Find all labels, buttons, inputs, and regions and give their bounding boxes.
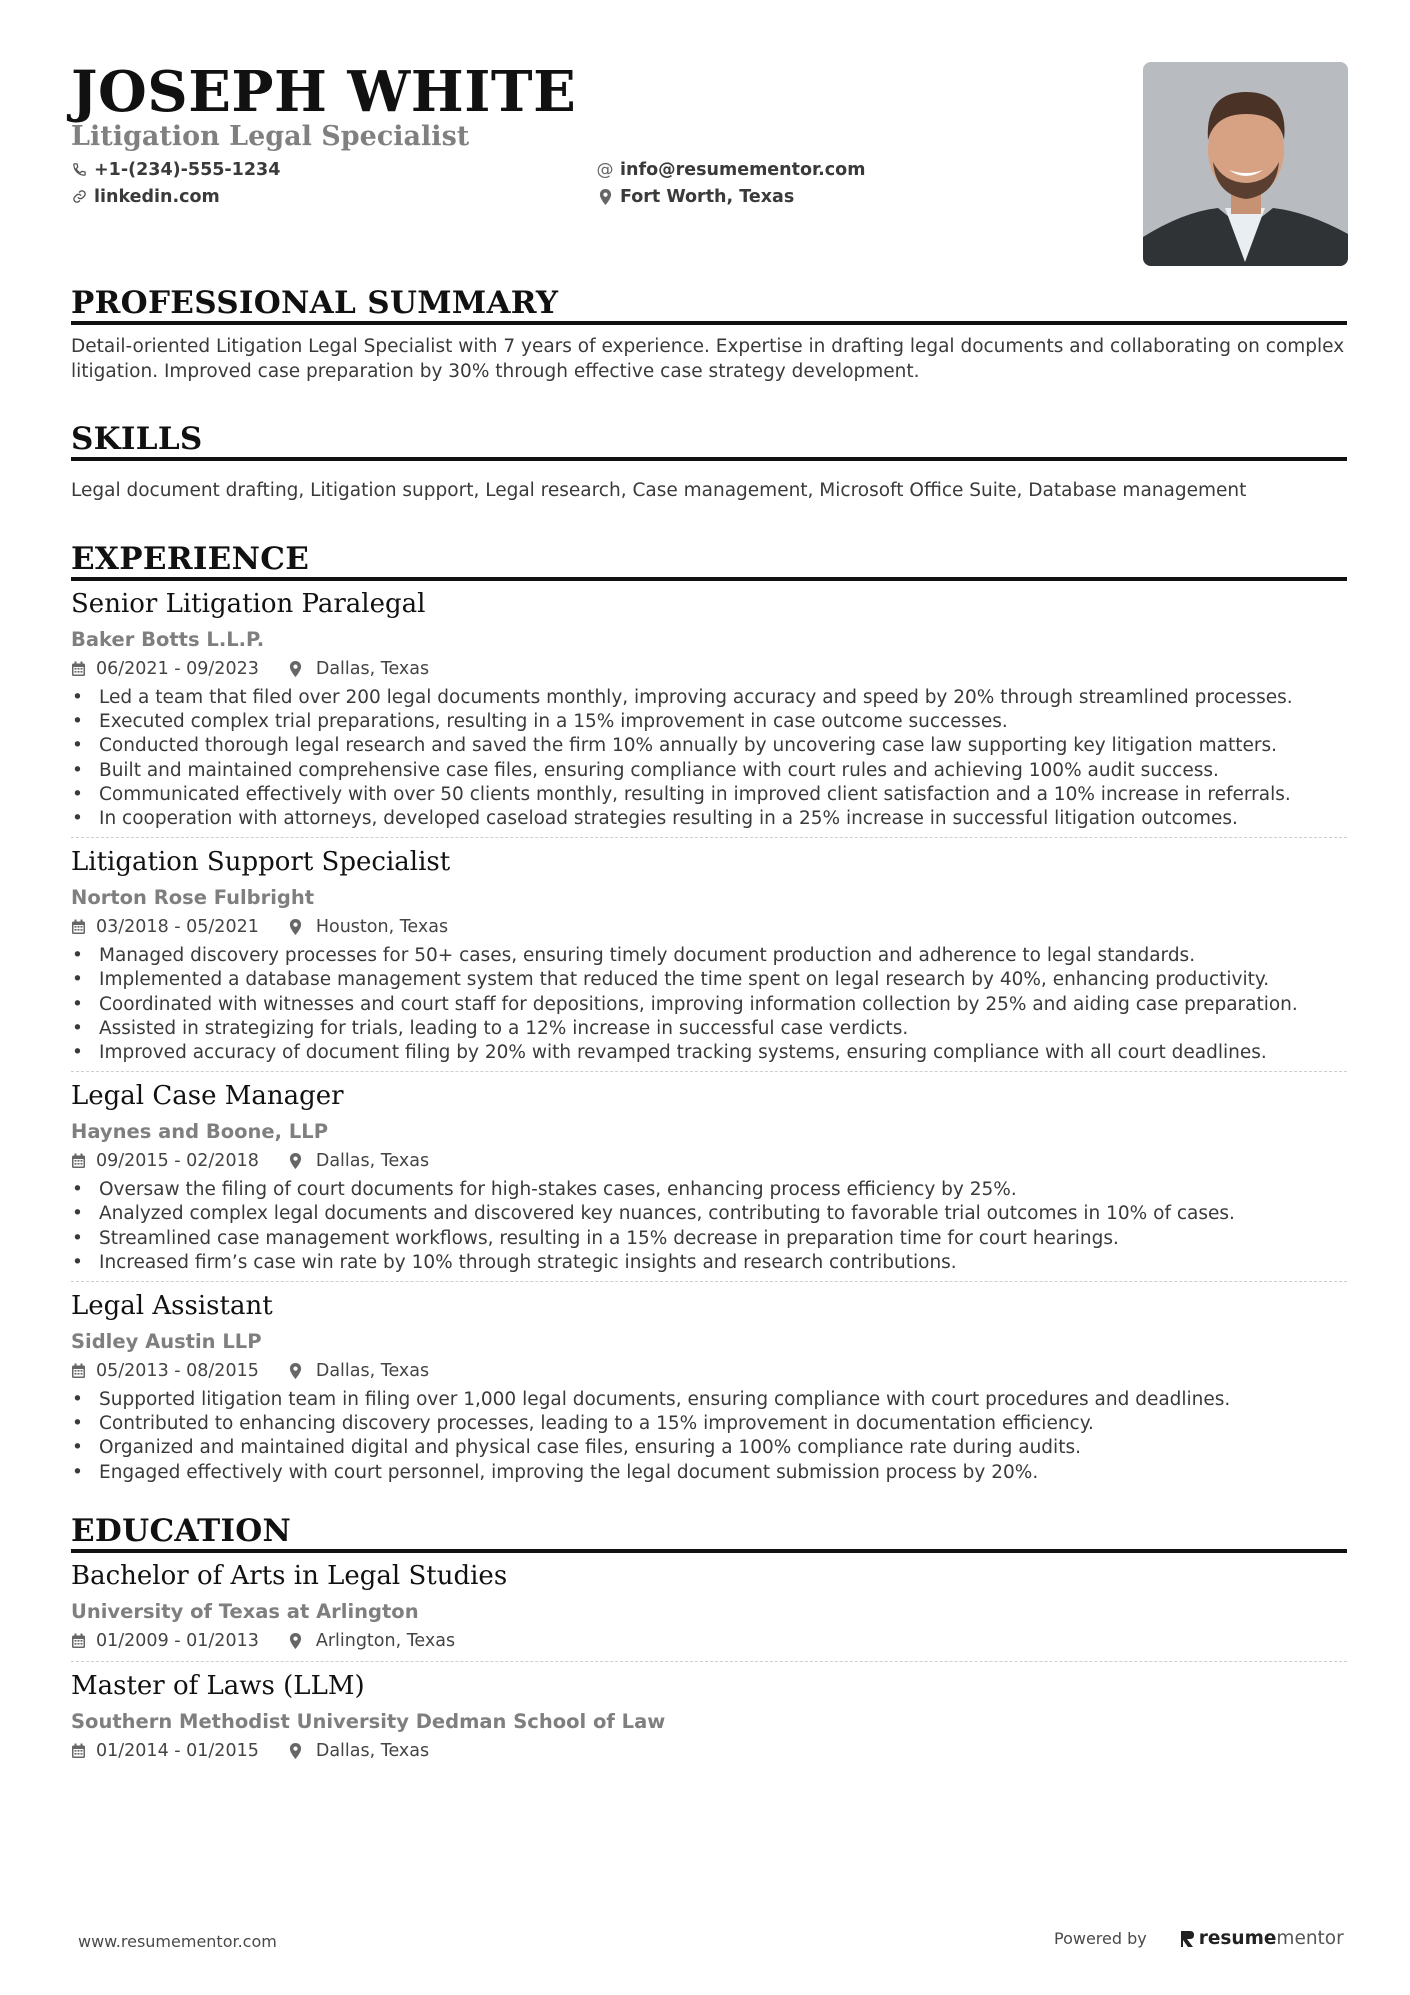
section-title-education: EDUCATION	[71, 1512, 292, 1549]
section-divider	[71, 577, 1347, 581]
resume-header	[71, 60, 1347, 280]
profile-photo	[1143, 62, 1348, 266]
skills-section	[71, 421, 1347, 503]
entry-meta	[71, 1150, 1347, 1172]
achievement-item: • Managed discovery processes for 50+ cases, ensuring timely document production and adherence to legal standards.	[71, 944, 1347, 968]
education-entry	[71, 1669, 1347, 1762]
experience-entry	[71, 1079, 1347, 1275]
achievement-item: • In cooperation with attorneys, developed caseload strategies resulting in a 25% increase in successful litigation outcomes.	[71, 807, 1347, 831]
summary-text: Detail-oriented Litigation Legal Specialist with 7 years of experience. Expertise in drafting legal documents and collaborating on complex litigation. Improved case preparation by 30% through effective case strategy development.	[71, 336, 1345, 382]
brand-mark-icon	[1179, 1929, 1195, 1949]
achievement-item: • Coordinated with witnesses and court staff for depositions, improving information collection by 25% and aiding case preparation.	[71, 993, 1347, 1017]
entry-meta	[71, 1740, 1347, 1762]
summary-section	[71, 285, 1347, 384]
achievement-item: • Streamlined case management workflows, resulting in a 15% decrease in preparation time for court hearings.	[71, 1227, 1347, 1251]
calendar-icon	[71, 1363, 87, 1379]
entry-location: Dallas, Texas	[315, 1151, 430, 1172]
achievement-item: • Analyzed complex legal documents and discovered key nuances, contributing to favorable trial outcomes in 10% of cases.	[71, 1202, 1347, 1226]
achievement-list	[71, 944, 1347, 1065]
map-pin-icon	[289, 1633, 305, 1649]
entry-dates: 03/2018 - 05/2021	[96, 917, 259, 938]
school-name: Southern Methodist University Dedman School of Law	[71, 1709, 666, 1733]
achievement-list	[71, 1388, 1347, 1485]
footer-website[interactable]: www.resumementor.com	[78, 1932, 277, 1951]
section-divider	[71, 1549, 1347, 1553]
entry-meta	[71, 916, 1347, 938]
map-pin-icon	[289, 1743, 305, 1759]
achievement-item: • Assisted in strategizing for trials, leading to a 12% increase in successful case verdicts.	[71, 1017, 1347, 1041]
calendar-icon	[71, 1153, 87, 1169]
achievement-item: • Implemented a database management system that reduced the time spent on legal research by 40%, enhancing productivity.	[71, 968, 1347, 992]
achievement-item: • Contributed to enhancing discovery processes, leading to a 15% improvement in documentation efficiency.	[71, 1412, 1347, 1436]
school-name: University of Texas at Arlington	[71, 1599, 419, 1623]
phone-icon	[71, 162, 87, 178]
brand-logo[interactable]	[1179, 1928, 1344, 1949]
achievement-list	[71, 686, 1347, 831]
section-title-summary: PROFESSIONAL SUMMARY	[71, 285, 559, 321]
phone-contact	[71, 158, 597, 181]
entry-meta	[71, 1360, 1347, 1382]
entry-location: Dallas, Texas	[315, 1740, 430, 1761]
skills-text: Legal document drafting, Litigation support, Legal research, Case management, Microsoft Office Suite, Database management	[71, 480, 1247, 501]
email-text: info@resumementor.com	[620, 159, 866, 180]
job-title: Senior Litigation Paralegal	[71, 589, 426, 619]
achievement-item: • Organized and maintained digital and physical case files, ensuring a 100% compliance rate during audits.	[71, 1436, 1347, 1460]
candidate-role: Litigation Legal Specialist	[71, 121, 470, 152]
degree-title: Master of Laws (LLM)	[71, 1670, 365, 1701]
experience-entry	[71, 587, 1347, 831]
entry-location: Dallas, Texas	[315, 659, 430, 679]
map-pin-icon	[289, 1363, 305, 1379]
achievement-item: • Executed complex trial preparations, resulting in a 15% improvement in case outcome successes.	[71, 710, 1347, 734]
achievement-item: • Improved accuracy of document filing by 20% with revamped tracking systems, ensuring compliance with all court deadlines.	[71, 1041, 1347, 1065]
entry-dates: 06/2021 - 09/2023	[96, 659, 259, 679]
experience-entry	[71, 1289, 1347, 1485]
company-name: Sidley Austin LLP	[71, 1330, 262, 1354]
powered-by-label: Powered by	[1054, 1929, 1147, 1948]
entry-dates: 01/2009 - 01/2013	[96, 1630, 259, 1651]
achievement-item: • Increased firm’s case win rate by 10% through strategic insights and research contributions.	[71, 1251, 1347, 1275]
entry-separator	[71, 1661, 1347, 1662]
calendar-icon	[71, 1633, 87, 1649]
company-name: Norton Rose Fulbright	[71, 886, 315, 910]
achievement-list	[71, 1178, 1347, 1275]
brand-light-text: mentor	[1276, 1928, 1344, 1949]
experience-entry	[71, 845, 1347, 1065]
footer-branding	[1054, 1928, 1344, 1949]
achievement-item: • Communicated effectively with over 50 clients monthly, resulting in improved client satisfaction and a 10% increase in referrals.	[71, 783, 1347, 807]
section-divider	[71, 457, 1347, 461]
at-sign-icon: @	[596, 159, 614, 180]
job-title: Litigation Support Specialist	[71, 847, 451, 878]
achievement-item: • Supported litigation team in filing over 1,000 legal documents, ensuring compliance with court procedures and deadlines.	[71, 1388, 1347, 1412]
entry-dates: 01/2014 - 01/2015	[96, 1740, 259, 1761]
entry-meta	[71, 1630, 1347, 1652]
phone-text: +1-(234)-555-1234	[94, 159, 281, 180]
section-title-experience: EXPERIENCE	[71, 541, 310, 577]
map-pin-icon	[597, 189, 613, 205]
section-title-skills: SKILLS	[71, 421, 203, 457]
linkedin-contact[interactable]	[71, 185, 597, 208]
entry-dates: 05/2013 - 08/2015	[96, 1361, 259, 1382]
entry-meta	[71, 658, 1347, 680]
entry-separator	[71, 1281, 1347, 1282]
map-pin-icon	[289, 661, 305, 677]
achievement-item: • Oversaw the filing of court documents for high-stakes cases, enhancing process efficiency by 25%.	[71, 1178, 1347, 1202]
entry-dates: 09/2015 - 02/2018	[96, 1151, 259, 1172]
education-section	[71, 1513, 1347, 1762]
experience-list	[71, 587, 1347, 1485]
linkedin-text: linkedin.com	[94, 186, 220, 207]
calendar-icon	[71, 1743, 87, 1759]
achievement-item: • Built and maintained comprehensive case files, ensuring compliance with court rules and achieving 100% audit success.	[71, 759, 1347, 783]
experience-section	[71, 541, 1347, 1485]
email-contact[interactable]	[597, 158, 997, 181]
company-name: Baker Botts L.L.P.	[71, 628, 265, 651]
section-divider	[71, 321, 1347, 325]
job-title: Legal Case Manager	[71, 1081, 344, 1112]
job-title: Legal Assistant	[71, 1291, 273, 1322]
entry-location: Dallas, Texas	[315, 1361, 430, 1382]
education-entry	[71, 1559, 1347, 1652]
education-list	[71, 1559, 1347, 1762]
entry-separator	[71, 1071, 1347, 1072]
entry-separator	[71, 837, 1347, 838]
entry-location: Houston, Texas	[315, 917, 449, 938]
entry-location: Arlington, Texas	[315, 1630, 456, 1651]
map-pin-icon	[289, 919, 305, 935]
location-contact	[597, 185, 997, 208]
calendar-icon	[71, 919, 87, 935]
map-pin-icon	[289, 1153, 305, 1169]
achievement-item: • Engaged effectively with court personnel, improving the legal document submission process by 20%.	[71, 1461, 1347, 1485]
link-icon	[71, 189, 87, 205]
achievement-item: • Led a team that filed over 200 legal documents monthly, improving accuracy and speed by 20% through streamlined processes.	[71, 686, 1347, 710]
achievement-item: • Conducted thorough legal research and saved the firm 10% annually by uncovering case law supporting key litigation matters.	[71, 734, 1347, 758]
candidate-name: JOSEPH WHITE	[71, 59, 577, 125]
degree-title: Bachelor of Arts in Legal Studies	[71, 1560, 508, 1591]
brand-bold-text: resume	[1198, 1928, 1277, 1949]
company-name: Haynes and Boone, LLP	[71, 1120, 328, 1144]
calendar-icon	[71, 661, 87, 677]
location-text: Fort Worth, Texas	[620, 186, 795, 207]
